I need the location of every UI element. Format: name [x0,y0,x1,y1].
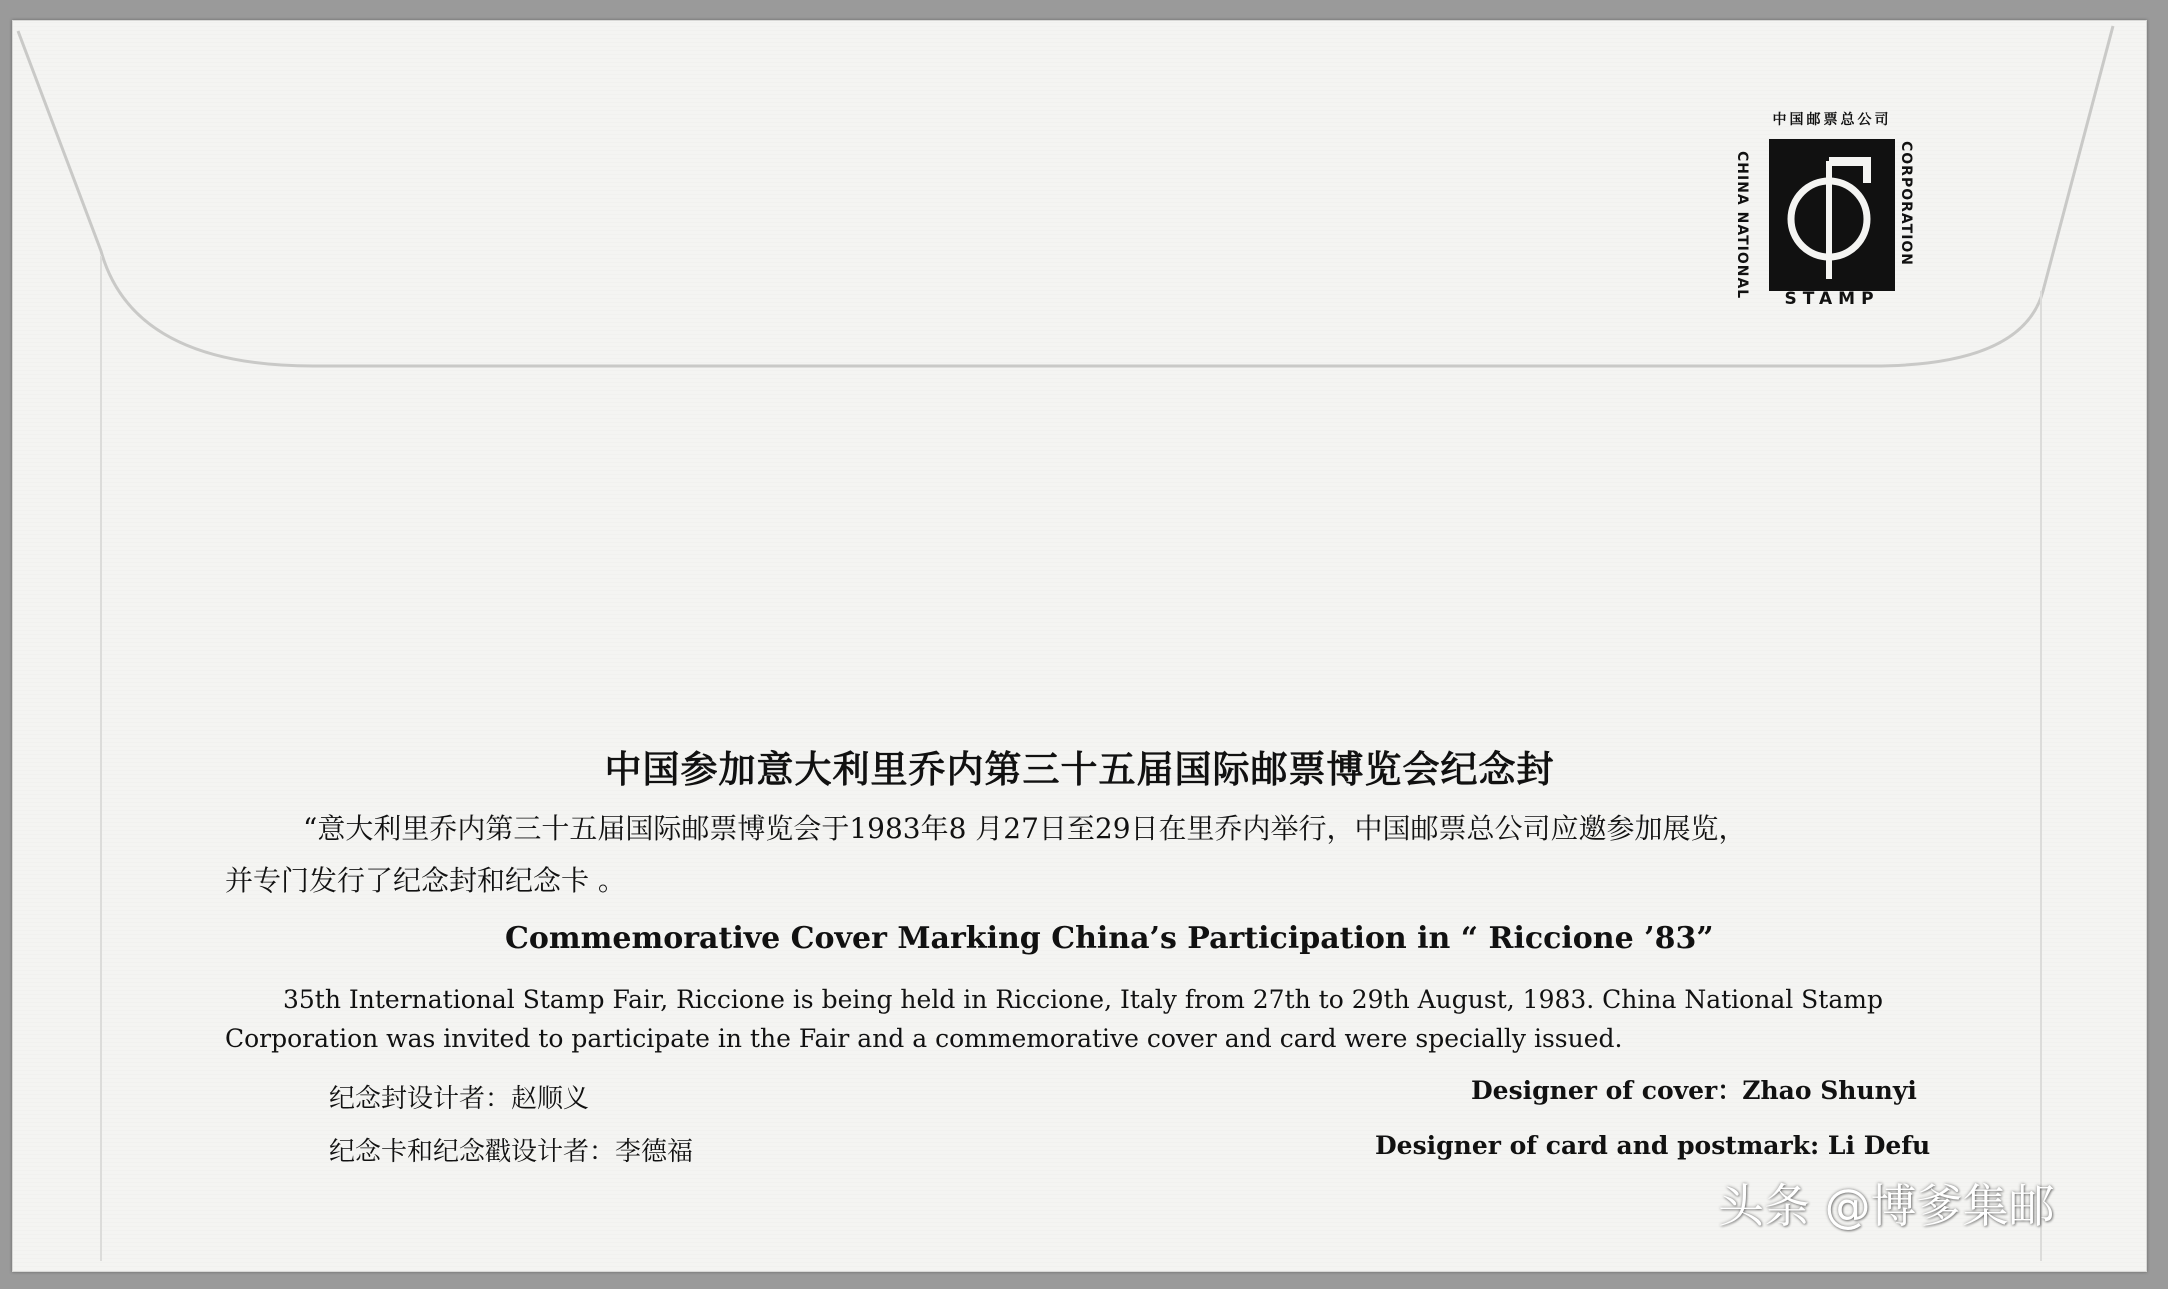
credit-en-card-designer: Designer of card and postmark: Li Defu [1375,1131,1931,1160]
watermark-text: 头条 @博爹集邮 [1718,1179,2055,1233]
cover-paragraph-en-line2: Corporation was invited to participate in the Fair and a commemorative cover and card were specially issued. [225,1024,1623,1053]
logo-bottom-text: STAMP [1784,289,1880,309]
credit-cn-cover-designer: 纪念封设计者：赵顺义 [329,1084,590,1114]
cover-paragraph-cn-line1: “意大利里乔内第三十五届国际邮票博览会于1983年8 月27日至29日在里乔内举行，中国邮票总公司应邀参加展览， [303,812,1747,845]
stamp-emblem-icon [1769,139,1895,291]
cover-title-cn: 中国参加意大利里乔内第三十五届国际邮票博览会纪念封 [604,747,1555,791]
credit-cn-card-designer: 纪念卡和纪念戳设计者：李德福 [329,1137,694,1167]
cover-paragraph-en-line1: 35th International Stamp Fair, Riccione is being held in Riccione, Italy from 27th to 29th August, 1983. China National Stamp [283,985,1883,1014]
cover-title-en: Commemorative Cover Marking China’s Participation in “ Riccione ’83” [505,921,1714,956]
logo-right-text: CORPORATION [1898,141,1914,267]
logo-cn-name: 中国邮票总公司 [1772,112,1892,128]
envelope-back [12,20,2147,1272]
china-stamp-corp-logo [1734,91,1936,321]
credit-en-cover-designer: Designer of cover：Zhao Shunyi [1471,1076,1917,1105]
cover-paragraph-cn-line2: 并专门发行了纪念封和纪念卡 。 [225,864,626,897]
logo-left-text: CHINA NATIONAL [1734,151,1750,300]
